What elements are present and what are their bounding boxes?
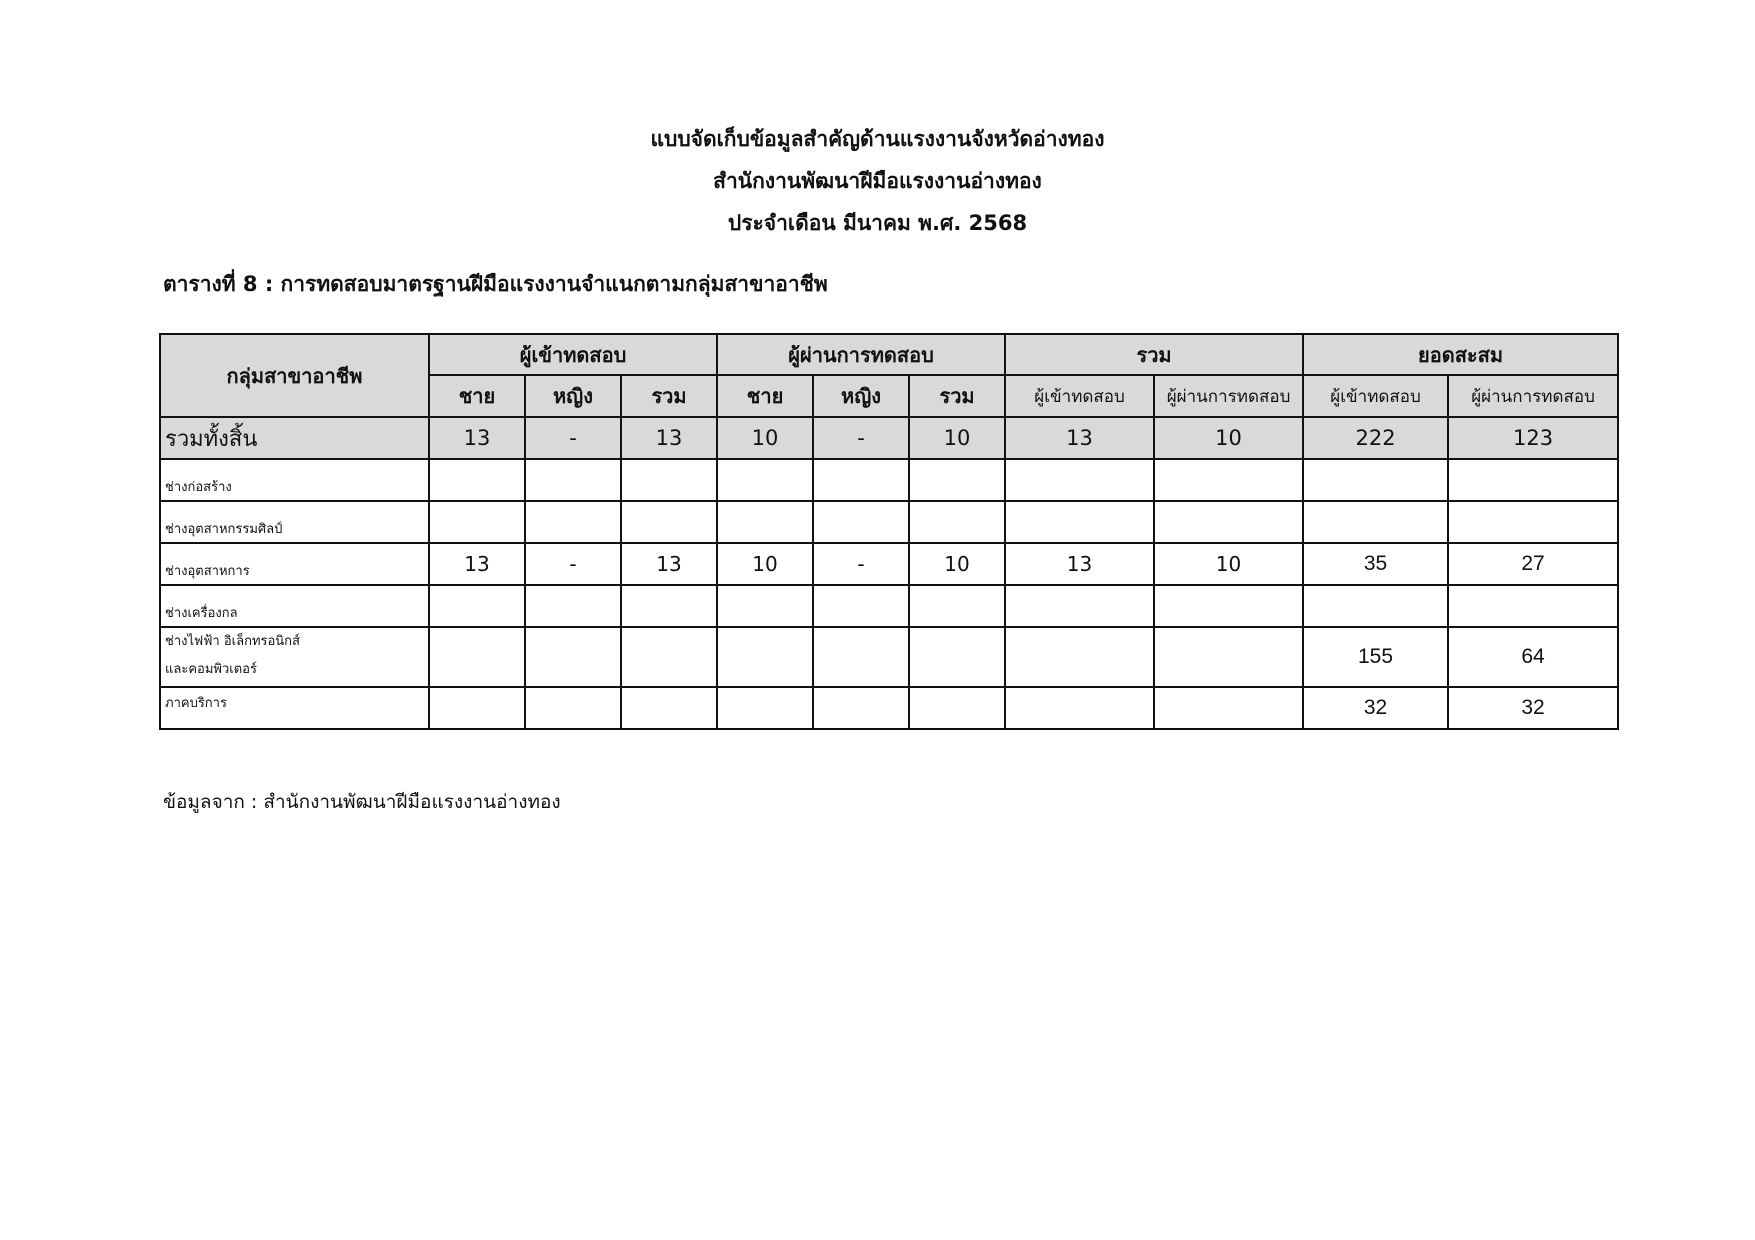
row-label: ช่างอุตสาหกรรมศิลป์ (160, 501, 429, 543)
table-row (160, 459, 1618, 501)
table-cell (621, 501, 717, 543)
table-row (160, 501, 1618, 543)
table-cell (717, 687, 813, 729)
table-cell (1303, 585, 1448, 627)
sub-header-male: ชาย (717, 375, 813, 417)
table-cell: - (525, 417, 621, 459)
table-cell: 13 (1005, 543, 1154, 585)
table-cell (1154, 585, 1303, 627)
table-cell (429, 627, 525, 687)
table-cell: 155 (1303, 627, 1448, 687)
table-cell (909, 501, 1005, 543)
table-cell: - (813, 543, 909, 585)
table-cell: 32 (1448, 687, 1618, 729)
table-cell (1005, 501, 1154, 543)
table-cell: 123 (1448, 417, 1618, 459)
table-cell (1303, 459, 1448, 501)
total-row (160, 417, 1618, 459)
table-cell (525, 585, 621, 627)
table-cell (1005, 585, 1154, 627)
row-label-line: ช่างไฟฟ้า อิเล็กทรอนิกส์ (165, 634, 300, 649)
table-cell: 35 (1303, 543, 1448, 585)
col-header-examinees: ผู้เข้าทดสอบ (429, 334, 717, 375)
table-cell: 222 (1303, 417, 1448, 459)
table-cell: 10 (909, 543, 1005, 585)
table-cell (1005, 627, 1154, 687)
table-cell (429, 501, 525, 543)
table-cell: 13 (429, 543, 525, 585)
table-cell (1448, 585, 1618, 627)
table-cell: 64 (1448, 627, 1618, 687)
table-cell (525, 459, 621, 501)
header-title: แบบจัดเก็บข้อมูลสำคัญด้านแรงงานจังหวัดอ่างทอง (650, 127, 1105, 151)
sub-header-passed: ผู้ผ่านการทดสอบ (1154, 375, 1303, 417)
table-cell: 32 (1303, 687, 1448, 729)
row-label-line: และคอมพิวเตอร์ (165, 662, 257, 677)
table-row (160, 585, 1618, 627)
table-row (160, 543, 1618, 585)
table-cell (1448, 501, 1618, 543)
sub-header-sum: รวม (909, 375, 1005, 417)
table-cell (429, 459, 525, 501)
total-row-label: รวมทั้งสิ้น (160, 417, 429, 459)
table-cell (717, 501, 813, 543)
table-cell: 13 (1005, 417, 1154, 459)
table-cell: - (813, 417, 909, 459)
table-row (160, 687, 1618, 729)
table-cell (1154, 459, 1303, 501)
row-label: ภาคบริการ (160, 687, 429, 729)
table-cell (717, 585, 813, 627)
table-title: ตารางที่ 8 : การทดสอบมาตรฐานฝีมือแรงงานจำแนกตามกลุ่มสาขาอาชีพ (163, 272, 828, 296)
table-cell (429, 585, 525, 627)
table-cell (1448, 459, 1618, 501)
table-cell (621, 585, 717, 627)
table-cell (909, 687, 1005, 729)
table-row (160, 627, 1618, 687)
table-cell (1005, 459, 1154, 501)
table-cell (909, 585, 1005, 627)
table-cell: 27 (1448, 543, 1618, 585)
table-cell (1005, 687, 1154, 729)
row-label (160, 627, 429, 687)
sub-header-female: หญิง (525, 375, 621, 417)
document-header (0, 118, 1755, 244)
sub-header-examinees: ผู้เข้าทดสอบ (1005, 375, 1154, 417)
table-cell: 13 (429, 417, 525, 459)
row-label: ช่างเครื่องกล (160, 585, 429, 627)
table-cell (621, 627, 717, 687)
table-cell (1154, 687, 1303, 729)
table-cell (621, 459, 717, 501)
table-cell: 10 (717, 543, 813, 585)
table-cell (1303, 501, 1448, 543)
sub-header-male: ชาย (429, 375, 525, 417)
sub-header-examinees: ผู้เข้าทดสอบ (1303, 375, 1448, 417)
table-cell (717, 459, 813, 501)
table-cell (909, 459, 1005, 501)
table-cell: 13 (621, 417, 717, 459)
row-label: ช่างอุตสาหการ (160, 543, 429, 585)
table-cell (813, 627, 909, 687)
col-header-total: รวม (1005, 334, 1303, 375)
table-cell (1154, 501, 1303, 543)
header-period: ประจำเดือน มีนาคม พ.ศ. 2568 (727, 211, 1028, 235)
table-cell: 10 (717, 417, 813, 459)
sub-header-female: หญิง (813, 375, 909, 417)
table-cell (525, 627, 621, 687)
table-cell (813, 459, 909, 501)
data-source-note: ข้อมูลจาก : สำนักงานพัฒนาฝีมือแรงงานอ่างทอง (163, 791, 561, 813)
col-header-cumulative: ยอดสะสม (1303, 334, 1618, 375)
table-cell (813, 585, 909, 627)
table-cell (525, 501, 621, 543)
header-office: สำนักงานพัฒนาฝีมือแรงงานอ่างทอง (713, 169, 1042, 193)
col-header-occupation-group: กลุ่มสาขาอาชีพ (160, 334, 429, 417)
sub-header-passed: ผู้ผ่านการทดสอบ (1448, 375, 1618, 417)
table-cell: 13 (621, 543, 717, 585)
table-cell (621, 687, 717, 729)
table-cell: 10 (909, 417, 1005, 459)
table-cell (1154, 627, 1303, 687)
table-cell: 10 (1154, 543, 1303, 585)
col-header-passed: ผู้ผ่านการทดสอบ (717, 334, 1005, 375)
sub-header-sum: รวม (621, 375, 717, 417)
table-cell: - (525, 543, 621, 585)
table-cell (525, 687, 621, 729)
table-cell (813, 501, 909, 543)
skill-test-table (159, 333, 1619, 730)
table-cell (909, 627, 1005, 687)
row-label: ช่างก่อสร้าง (160, 459, 429, 501)
table-cell: 10 (1154, 417, 1303, 459)
table-cell (429, 687, 525, 729)
table-cell (813, 687, 909, 729)
table-cell (717, 627, 813, 687)
